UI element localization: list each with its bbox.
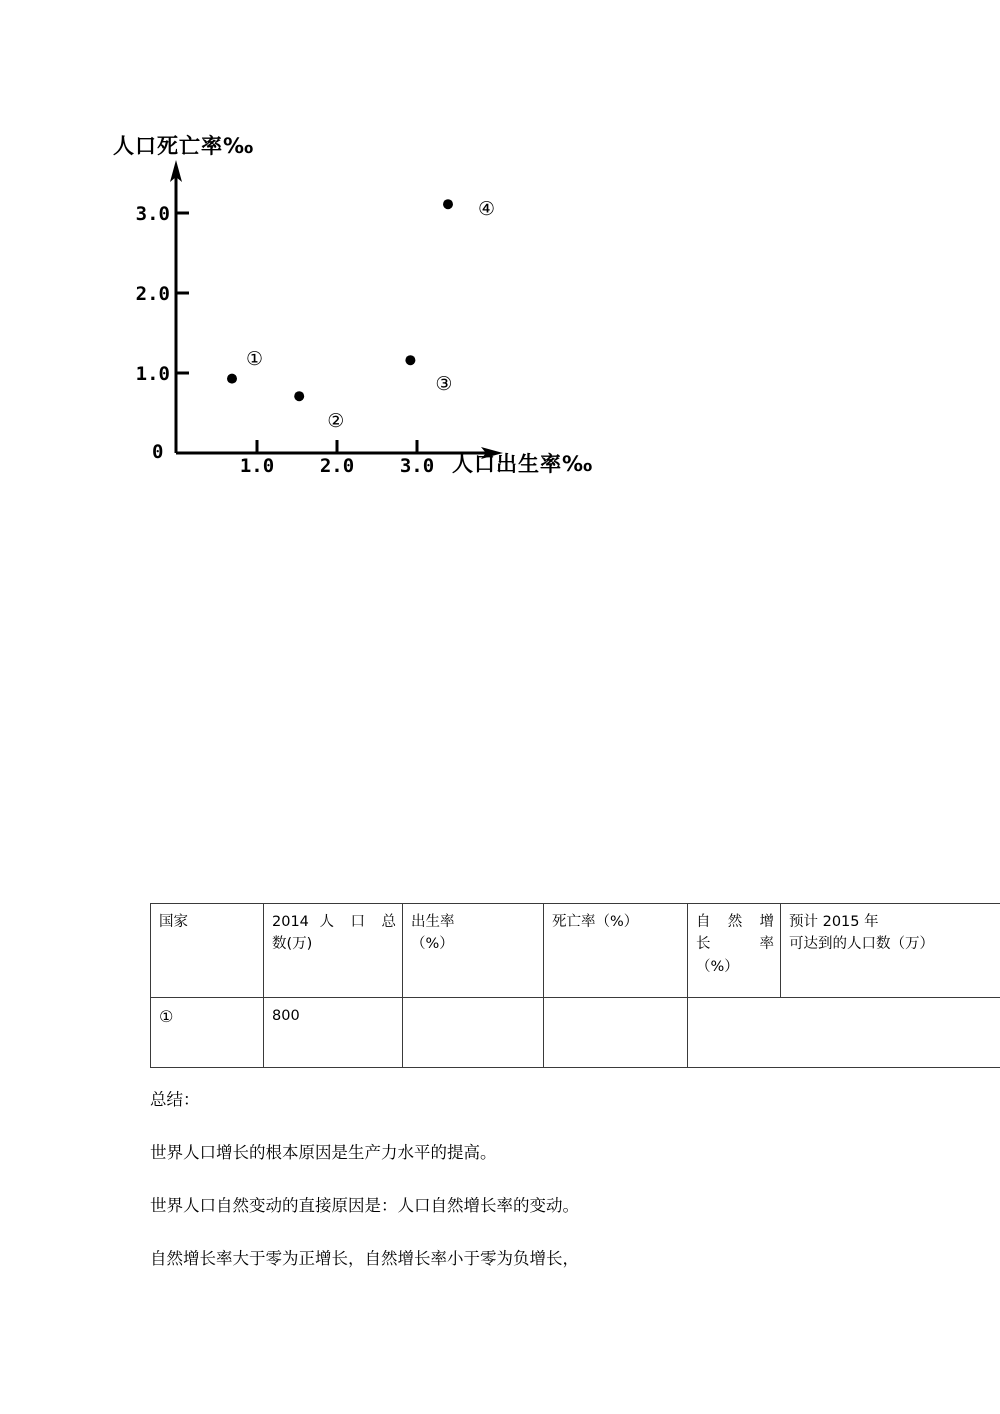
scatter-point-label-4: ④ [478, 198, 496, 221]
cell-birth-rate [403, 998, 544, 1068]
header-label-death-rate: 死亡率（%） [552, 914, 639, 930]
header-label-natural-growth-line3: （%） [696, 958, 739, 975]
scatter-points [227, 199, 453, 401]
cell-merged-natural-growth-and-forecast [688, 998, 1000, 1068]
x-tick-label-1: 1.0 [239, 455, 275, 477]
cell-total-population [264, 998, 403, 1068]
header-label-natural-growth-line1: 自 然 增 [696, 914, 774, 930]
scatter-point-label-1: ① [246, 347, 264, 370]
table-row [151, 998, 1000, 1068]
header-label-total-population-line1: 2014 人 口 总 [272, 914, 396, 930]
scatter-point-1 [227, 374, 237, 384]
summary-line-1: 世界人口增长的根本原因是生产力水平的提高。 [150, 1143, 497, 1163]
header-label-birth-rate-line1: 出生率 [411, 914, 455, 930]
y-tick-label-3: 3.0 [135, 203, 170, 225]
scatter-point-4 [443, 199, 453, 209]
header-label-forecast-line1: 预计 2015 年 [789, 914, 879, 930]
summary-section [150, 1088, 930, 1300]
origin-label: 0 [152, 441, 164, 463]
chart-axes-svg [0, 0, 1000, 520]
header-label-birth-rate-line2: （%） [411, 936, 454, 953]
header-cell-birth-rate [403, 904, 544, 998]
y-axis-ticks [176, 213, 189, 373]
summary-line-3: 自然增长率大于零为正增长，自然增长率小于零为负增长， [150, 1249, 579, 1269]
summary-line-2: 世界人口自然变动的直接原因是：人口自然增长率的变动。 [150, 1196, 579, 1216]
x-axis-ticks [257, 440, 417, 453]
x-tick-label-3: 3.0 [399, 455, 435, 477]
y-axis [170, 160, 182, 453]
table-header-row [151, 904, 1000, 998]
cell-total-population-value: 800 [272, 1008, 300, 1024]
scatter-point-label-3: ③ [435, 373, 453, 396]
header-label-forecast-line2: 可达到的人口数（万） [789, 936, 934, 953]
scatter-point-3 [405, 355, 415, 365]
header-label-country: 国家 [159, 914, 188, 930]
x-axis-title: 人口出生率‰ [452, 452, 594, 476]
header-label-natural-growth-line2: 长 率 [696, 936, 774, 953]
population-scatter-chart [0, 0, 1000, 520]
y-tick-label-2: 2.0 [135, 283, 170, 305]
header-cell-forecast [781, 904, 1000, 998]
header-cell-total-population [264, 904, 403, 998]
header-label-total-population-line2: 数(万) [272, 936, 313, 953]
header-cell-death-rate [544, 904, 688, 998]
header-cell-country [151, 904, 264, 998]
y-tick-label-1: 1.0 [135, 363, 170, 385]
cell-country [151, 998, 264, 1068]
y-axis-title: 人口死亡率‰ [113, 134, 255, 158]
cell-death-rate [544, 998, 688, 1068]
summary-heading: 总结： [150, 1090, 200, 1109]
scatter-point-2 [294, 391, 304, 401]
population-data-table [150, 903, 1000, 1068]
header-cell-natural-growth [688, 904, 781, 998]
x-tick-label-2: 2.0 [319, 455, 355, 477]
cell-country-value: ① [159, 1007, 174, 1026]
scatter-point-label-2: ② [327, 410, 345, 433]
